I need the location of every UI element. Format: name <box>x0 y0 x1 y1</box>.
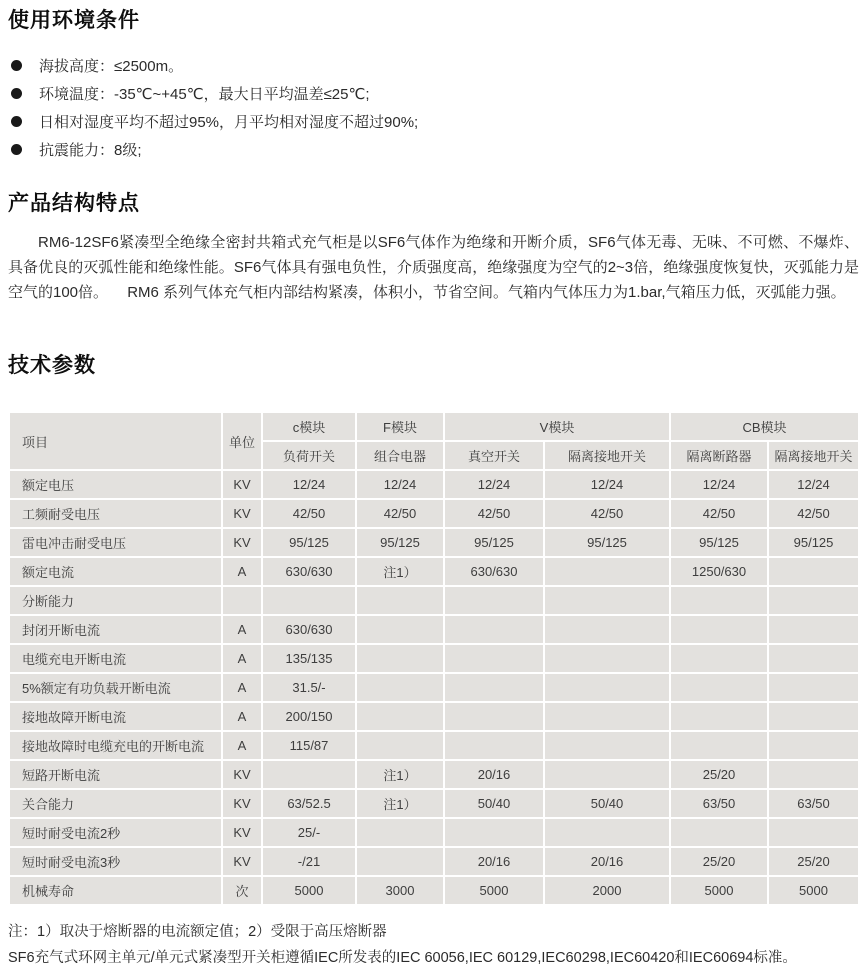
value-cell: 115/87 <box>263 732 355 759</box>
value-cell <box>769 587 858 614</box>
table-row <box>10 645 858 672</box>
value-cell <box>445 645 543 672</box>
value-cell: 1250/630 <box>671 558 767 585</box>
value-cell: 25/20 <box>671 761 767 788</box>
value-cell <box>357 645 443 672</box>
value-cell: 630/630 <box>445 558 543 585</box>
table-row <box>10 471 858 498</box>
value-cell: 95/125 <box>671 529 767 556</box>
value-cell <box>671 819 767 846</box>
value-cell: 630/630 <box>263 558 355 585</box>
value-cell: 12/24 <box>671 471 767 498</box>
col-header-item: 项目 <box>10 413 221 469</box>
col-header-unit: 单位 <box>223 413 261 469</box>
value-cell: 12/24 <box>769 471 858 498</box>
env-conditions-list <box>8 51 859 163</box>
value-cell <box>769 819 858 846</box>
value-cell <box>671 732 767 759</box>
value-cell <box>357 819 443 846</box>
param-name-cell: 额定电流 <box>10 558 221 585</box>
value-cell <box>445 819 543 846</box>
list-item <box>11 51 859 79</box>
value-cell <box>769 645 858 672</box>
value-cell: 25/- <box>263 819 355 846</box>
value-cell: 95/125 <box>357 529 443 556</box>
table-row <box>10 732 858 759</box>
value-cell: 42/50 <box>769 500 858 527</box>
param-name-cell: 分断能力 <box>10 587 221 614</box>
list-item <box>11 135 859 163</box>
value-cell: 12/24 <box>263 471 355 498</box>
col-group-v-module: V模块 <box>445 413 669 440</box>
table-row <box>10 587 858 614</box>
value-cell <box>545 558 669 585</box>
value-cell <box>545 587 669 614</box>
param-name-cell: 5%额定有功负载开断电流 <box>10 674 221 701</box>
unit-cell: A <box>223 703 261 730</box>
value-cell: 20/16 <box>545 848 669 875</box>
param-name-cell: 雷电冲击耐受电压 <box>10 529 221 556</box>
unit-cell: KV <box>223 529 261 556</box>
param-name-cell: 短时耐受电流3秒 <box>10 848 221 875</box>
value-cell: 42/50 <box>357 500 443 527</box>
table-row <box>10 877 858 904</box>
value-cell: 630/630 <box>263 616 355 643</box>
table-row <box>10 790 858 817</box>
value-cell: 50/40 <box>545 790 669 817</box>
env-conditions-title: 使用环境条件 <box>8 9 140 32</box>
value-cell: 注1） <box>357 558 443 585</box>
unit-cell <box>223 587 261 614</box>
params-table <box>8 411 860 906</box>
value-cell <box>545 819 669 846</box>
value-cell: 注1） <box>357 790 443 817</box>
tech-params-title: 技术参数 <box>8 354 96 377</box>
value-cell: 5000 <box>263 877 355 904</box>
value-cell: 12/24 <box>445 471 543 498</box>
param-name-cell: 接地故障时电缆充电的开断电流 <box>10 732 221 759</box>
unit-cell: 次 <box>223 877 261 904</box>
unit-cell: KV <box>223 500 261 527</box>
value-cell: 95/125 <box>263 529 355 556</box>
value-cell: -/21 <box>263 848 355 875</box>
value-cell: 20/16 <box>445 848 543 875</box>
param-name-cell: 短时耐受电流2秒 <box>10 819 221 846</box>
param-name-cell: 短路开断电流 <box>10 761 221 788</box>
value-cell: 95/125 <box>545 529 669 556</box>
value-cell: 3000 <box>357 877 443 904</box>
value-cell <box>357 848 443 875</box>
value-cell <box>545 616 669 643</box>
table-notes <box>8 919 859 965</box>
value-cell: 25/20 <box>769 848 858 875</box>
value-cell: 95/125 <box>769 529 858 556</box>
value-cell <box>671 703 767 730</box>
env-bullet-text: 日相对湿度平均不超过95%，月平均相对湿度不超过90%; <box>39 113 419 131</box>
unit-cell: A <box>223 558 261 585</box>
env-bullet-text: 海拔高度：≤2500m。 <box>39 57 184 75</box>
list-item <box>11 79 859 107</box>
unit-cell: KV <box>223 819 261 846</box>
env-bullet-text: 抗震能力：8级; <box>39 141 142 159</box>
param-name-cell: 工频耐受电压 <box>10 500 221 527</box>
table-row <box>10 674 858 701</box>
col-header-combined-apparatus: 组合电器 <box>357 442 443 469</box>
unit-cell: KV <box>223 761 261 788</box>
table-row <box>10 500 858 527</box>
value-cell <box>445 616 543 643</box>
table-note-1: 注：1）取决于熔断器的电流额定值；2）受限于高压熔断器 <box>8 924 387 940</box>
col-header-vacuum-switch: 真空开关 <box>445 442 543 469</box>
table-row <box>10 529 858 556</box>
table-note-2: SF6充气式环网主单元/单元式紧凑型开关柜遵循IEC所发表的IEC 60056,IEC 60129,IEC60298,IEC60420和IEC60694标准。 <box>8 950 797 965</box>
value-cell <box>769 674 858 701</box>
table-header-row <box>10 413 858 440</box>
value-cell: 63/52.5 <box>263 790 355 817</box>
value-cell: 5000 <box>671 877 767 904</box>
value-cell: 31.5/- <box>263 674 355 701</box>
value-cell: 25/20 <box>671 848 767 875</box>
value-cell <box>445 587 543 614</box>
value-cell: 42/50 <box>545 500 669 527</box>
value-cell <box>769 732 858 759</box>
col-header-isolating-earthing-switch-v: 隔离接地开关 <box>545 442 669 469</box>
value-cell <box>357 703 443 730</box>
product-features-title: 产品结构特点 <box>8 192 140 215</box>
value-cell <box>263 761 355 788</box>
unit-cell: KV <box>223 790 261 817</box>
value-cell <box>545 674 669 701</box>
bullet-icon <box>11 60 22 71</box>
value-cell <box>545 645 669 672</box>
value-cell: 20/16 <box>445 761 543 788</box>
value-cell <box>769 761 858 788</box>
list-item <box>11 107 859 135</box>
value-cell <box>357 732 443 759</box>
value-cell <box>445 732 543 759</box>
table-row <box>10 703 858 730</box>
value-cell <box>357 616 443 643</box>
col-header-load-switch: 负荷开关 <box>263 442 355 469</box>
value-cell <box>445 674 543 701</box>
value-cell: 42/50 <box>263 500 355 527</box>
table-row <box>10 819 858 846</box>
value-cell: 42/50 <box>445 500 543 527</box>
value-cell <box>357 587 443 614</box>
value-cell: 63/50 <box>769 790 858 817</box>
value-cell: 5000 <box>769 877 858 904</box>
value-cell <box>263 587 355 614</box>
value-cell: 12/24 <box>545 471 669 498</box>
value-cell <box>357 674 443 701</box>
param-name-cell: 额定电压 <box>10 471 221 498</box>
param-name-cell: 关合能力 <box>10 790 221 817</box>
table-row <box>10 558 858 585</box>
value-cell <box>769 558 858 585</box>
value-cell: 200/150 <box>263 703 355 730</box>
table-row <box>10 761 858 788</box>
value-cell <box>769 616 858 643</box>
param-name-cell: 封闭开断电流 <box>10 616 221 643</box>
value-cell: 12/24 <box>357 471 443 498</box>
unit-cell: A <box>223 616 261 643</box>
params-table-header <box>10 413 858 469</box>
col-header-isolating-breaker: 隔离断路器 <box>671 442 767 469</box>
value-cell <box>671 587 767 614</box>
value-cell <box>671 674 767 701</box>
value-cell <box>671 616 767 643</box>
table-row <box>10 848 858 875</box>
params-table-body <box>10 471 858 904</box>
bullet-icon <box>11 116 22 127</box>
value-cell: 42/50 <box>671 500 767 527</box>
bullet-icon <box>11 88 22 99</box>
value-cell: 135/135 <box>263 645 355 672</box>
col-group-cb-module: CB模块 <box>671 413 858 440</box>
unit-cell: A <box>223 732 261 759</box>
value-cell: 2000 <box>545 877 669 904</box>
param-name-cell: 机械寿命 <box>10 877 221 904</box>
col-group-f-module: F模块 <box>357 413 443 440</box>
value-cell: 95/125 <box>445 529 543 556</box>
table-row <box>10 616 858 643</box>
value-cell <box>671 645 767 672</box>
value-cell <box>545 761 669 788</box>
param-name-cell: 接地故障开断电流 <box>10 703 221 730</box>
value-cell <box>545 732 669 759</box>
env-bullet-text: 环境温度：-35℃~+45℃，最大日平均温差≤25℃; <box>39 85 370 103</box>
unit-cell: KV <box>223 848 261 875</box>
col-header-isolating-earthing-switch-cb: 隔离接地开关 <box>769 442 858 469</box>
param-name-cell: 电缆充电开断电流 <box>10 645 221 672</box>
value-cell <box>445 703 543 730</box>
value-cell <box>545 703 669 730</box>
value-cell: 5000 <box>445 877 543 904</box>
product-features-paragraph: RM6-12SF6紧凑型全绝缘全密封共箱式充气柜是以SF6气体作为绝缘和开断介质，SF6气体无毒、无味、不可燃、不爆炸、具备优良的灭弧性能和绝缘性能。SF6气体具有强电负性，介质强度高，绝缘强度为空气的2~3倍，绝缘强度恢复快，灭弧能力是空气的100倍。 RM6 系列气体充气柜内部结构紧凑，体积小，节省空间。气箱内气体压力为1.bar,气箱压力低，灭弧能力强。 <box>8 234 859 301</box>
unit-cell: KV <box>223 471 261 498</box>
value-cell: 63/50 <box>671 790 767 817</box>
value-cell: 注1） <box>357 761 443 788</box>
value-cell: 50/40 <box>445 790 543 817</box>
col-group-c-module: c模块 <box>263 413 355 440</box>
value-cell <box>769 703 858 730</box>
unit-cell: A <box>223 674 261 701</box>
unit-cell: A <box>223 645 261 672</box>
bullet-icon <box>11 144 22 155</box>
